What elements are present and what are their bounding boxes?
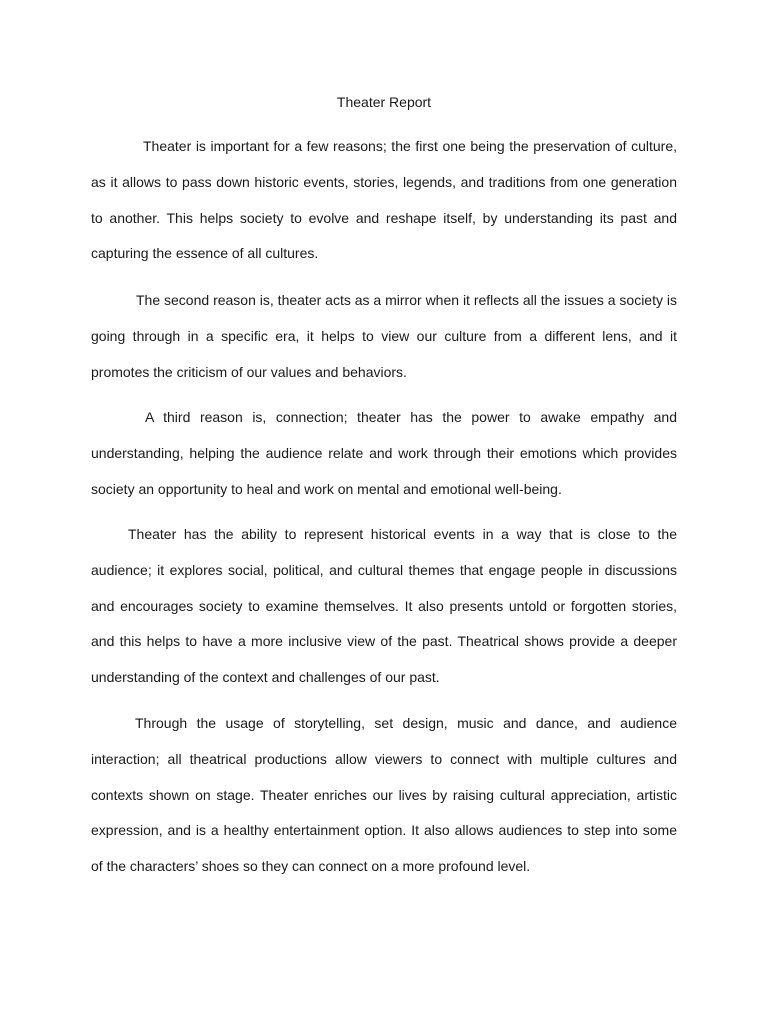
paragraph-5: Through the usage of storytelling, set design, music and dance, and audience interaction; all theatrical productions allow viewers to connect with multiple cultures and contexts shown on stage. Theater enriches our lives by raising cultural appreciation, artistic expression, and is a healthy entertainment option. It also allows audiences to step into some of the characters’ shoes so they can connect on a more profound level. [91, 715, 677, 875]
paragraph-3: A third reason is, connection; theater has the power to awake empathy and understanding, helping the audience relate and work through their emotions which provides society an opportunity to heal and work on mental and emotional well-being. [91, 409, 677, 497]
paragraph-4: Theater has the ability to represent historical events in a way that is close to the audience; it explores social, political, and cultural themes that engage people in discussions and encourages society to examine themselves. It also presents untold or forgotten stories, and this helps to have a more inclusive view of the past. Theatrical shows provide a deeper understanding of the context and challenges of our past. [91, 526, 677, 686]
paragraph-1: Theater is important for a few reasons; the first one being the preservation of culture, as it allows to pass down historic events, stories, legends, and traditions from one generation to another. This helps society to evolve and reshape itself, by understanding its past and capturing the essence of all cultures. [91, 138, 677, 262]
paragraph-2: The second reason is, theater acts as a mirror when it reflects all the issues a society is going through in a specific era, it helps to view our culture from a different lens, and it promotes the criticism of our values and behaviors. [91, 292, 677, 380]
page-title: Theater Report [336, 94, 432, 110]
